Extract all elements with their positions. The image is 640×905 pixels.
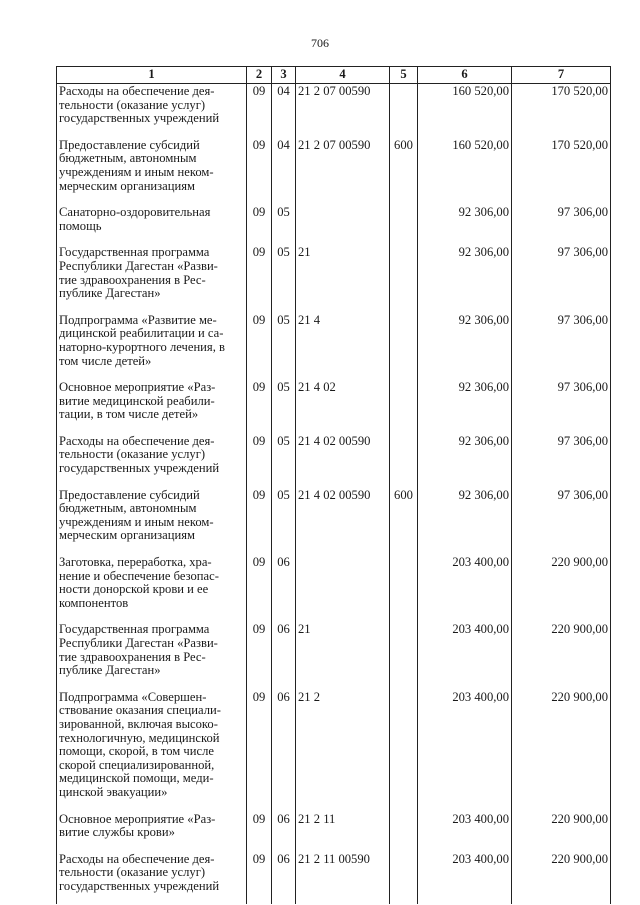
section-code-cell: 09 <box>247 245 272 312</box>
subsection-code-cell: 05 <box>272 488 296 555</box>
amount-year1-cell: 203 400,00 <box>418 622 512 689</box>
amount-year1-cell: 92 306,00 <box>418 205 512 245</box>
row-name-cell: Государственная программа Республики Дагестан «Разви- тие здравоохранения в Рес- публике Дагестан» <box>57 245 247 312</box>
column-header-5: 5 <box>390 67 418 84</box>
subsection-code-cell: 05 <box>272 434 296 488</box>
expense-type-cell: 600 <box>390 488 418 555</box>
row-name-cell: Государственная программа Республики Дагестан «Разви- тие здравоохранения в Рес- публике Дагестан» <box>57 622 247 689</box>
section-code-cell: 09 <box>247 488 272 555</box>
amount-year2-cell: 220 900,00 <box>512 852 611 904</box>
section-code-cell: 09 <box>247 313 272 380</box>
subsection-code-cell: 06 <box>272 622 296 689</box>
row-name-cell: Подпрограмма «Совершен- ствование оказания специали- зированной, включая высоко- технологичную, медицинской помощи, скорой, в том числе скорой специализированной, медицинской помощи, меди- цинской эвакуации» <box>57 690 247 812</box>
target-article-cell <box>296 205 390 245</box>
subsection-code-cell: 05 <box>272 380 296 434</box>
amount-year1-cell: 203 400,00 <box>418 812 512 852</box>
row-name-cell: Основное мероприятие «Раз- витие службы крови» <box>57 812 247 852</box>
subsection-code-cell: 04 <box>272 138 296 205</box>
table-row <box>57 380 611 434</box>
column-header-7: 7 <box>512 67 611 84</box>
expense-type-cell <box>390 690 418 812</box>
amount-year1-cell: 92 306,00 <box>418 488 512 555</box>
section-code-cell: 09 <box>247 205 272 245</box>
expense-type-cell <box>390 313 418 380</box>
section-code-cell: 09 <box>247 852 272 904</box>
amount-year1-cell: 160 520,00 <box>418 84 512 138</box>
subsection-code-cell: 06 <box>272 812 296 852</box>
table-row <box>57 812 611 852</box>
row-name-cell: Расходы на обеспечение дея- тельности (оказание услуг) государственных учреждений <box>57 434 247 488</box>
amount-year2-cell: 170 520,00 <box>512 138 611 205</box>
row-name-cell: Предоставление субсидий бюджетным, автономным учреждениям и иным неком- мерческим организациям <box>57 488 247 555</box>
amount-year1-cell: 92 306,00 <box>418 245 512 312</box>
expense-type-cell: 600 <box>390 138 418 205</box>
expense-type-cell <box>390 84 418 138</box>
table-row <box>57 313 611 380</box>
table-row <box>57 488 611 555</box>
row-name-cell: Санаторно-оздоровительная помощь <box>57 205 247 245</box>
row-name-cell: Заготовка, переработка, хра- нение и обеспечение безопас- ности донорской крови и ее компонентов <box>57 555 247 622</box>
amount-year1-cell: 92 306,00 <box>418 313 512 380</box>
column-header-2: 2 <box>247 67 272 84</box>
target-article-cell: 21 2 07 00590 <box>296 138 390 205</box>
row-name-cell: Расходы на обеспечение дея- тельности (оказание услуг) государственных учреждений <box>57 852 247 904</box>
column-header-6: 6 <box>418 67 512 84</box>
table-row <box>57 622 611 689</box>
expense-type-cell <box>390 205 418 245</box>
amount-year2-cell: 97 306,00 <box>512 245 611 312</box>
table-row <box>57 84 611 138</box>
target-article-cell: 21 2 07 00590 <box>296 84 390 138</box>
target-article-cell: 21 <box>296 245 390 312</box>
table-row <box>57 690 611 812</box>
target-article-cell: 21 4 02 00590 <box>296 434 390 488</box>
column-header-3: 3 <box>272 67 296 84</box>
row-name-cell: Предоставление субсидий бюджетным, автономным учреждениям и иным неком- мерческим организациям <box>57 138 247 205</box>
amount-year1-cell: 160 520,00 <box>418 138 512 205</box>
row-name-cell: Подпрограмма «Развитие ме- дицинской реабилитации и са- наторно-курортного лечения, в том числе детей» <box>57 313 247 380</box>
section-code-cell: 09 <box>247 434 272 488</box>
expense-type-cell <box>390 380 418 434</box>
subsection-code-cell: 06 <box>272 555 296 622</box>
table-row <box>57 138 611 205</box>
subsection-code-cell: 04 <box>272 84 296 138</box>
target-article-cell: 21 4 02 00590 <box>296 488 390 555</box>
subsection-code-cell: 06 <box>272 690 296 812</box>
table-row <box>57 434 611 488</box>
table-row <box>57 205 611 245</box>
target-article-cell <box>296 555 390 622</box>
amount-year2-cell: 97 306,00 <box>512 205 611 245</box>
column-header-4: 4 <box>296 67 390 84</box>
table-header-row <box>57 67 611 84</box>
section-code-cell: 09 <box>247 555 272 622</box>
amount-year2-cell: 97 306,00 <box>512 313 611 380</box>
target-article-cell: 21 2 <box>296 690 390 812</box>
amount-year1-cell: 92 306,00 <box>418 434 512 488</box>
section-code-cell: 09 <box>247 622 272 689</box>
expense-type-cell <box>390 622 418 689</box>
section-code-cell: 09 <box>247 84 272 138</box>
budget-table <box>56 66 611 904</box>
section-code-cell: 09 <box>247 138 272 205</box>
expense-type-cell <box>390 245 418 312</box>
amount-year1-cell: 203 400,00 <box>418 690 512 812</box>
row-name-cell: Основное мероприятие «Раз- витие медицинской реабили- тации, в том числе детей» <box>57 380 247 434</box>
expense-type-cell <box>390 852 418 904</box>
table-row <box>57 555 611 622</box>
amount-year1-cell: 92 306,00 <box>418 380 512 434</box>
target-article-cell: 21 4 02 <box>296 380 390 434</box>
expense-type-cell <box>390 555 418 622</box>
amount-year2-cell: 97 306,00 <box>512 488 611 555</box>
table-row <box>57 245 611 312</box>
section-code-cell: 09 <box>247 812 272 852</box>
amount-year1-cell: 203 400,00 <box>418 852 512 904</box>
target-article-cell: 21 2 11 00590 <box>296 852 390 904</box>
row-name-cell: Расходы на обеспечение дея- тельности (оказание услуг) государственных учреждений <box>57 84 247 138</box>
subsection-code-cell: 05 <box>272 313 296 380</box>
amount-year2-cell: 220 900,00 <box>512 622 611 689</box>
amount-year1-cell: 203 400,00 <box>418 555 512 622</box>
page-number: 706 <box>311 36 329 50</box>
column-header-1: 1 <box>57 67 247 84</box>
amount-year2-cell: 97 306,00 <box>512 434 611 488</box>
amount-year2-cell: 220 900,00 <box>512 690 611 812</box>
amount-year2-cell: 220 900,00 <box>512 555 611 622</box>
target-article-cell: 21 2 11 <box>296 812 390 852</box>
table-row <box>57 852 611 904</box>
target-article-cell: 21 <box>296 622 390 689</box>
target-article-cell: 21 4 <box>296 313 390 380</box>
subsection-code-cell: 05 <box>272 245 296 312</box>
expense-type-cell <box>390 434 418 488</box>
amount-year2-cell: 97 306,00 <box>512 380 611 434</box>
amount-year2-cell: 170 520,00 <box>512 84 611 138</box>
amount-year2-cell: 220 900,00 <box>512 812 611 852</box>
section-code-cell: 09 <box>247 380 272 434</box>
subsection-code-cell: 05 <box>272 205 296 245</box>
section-code-cell: 09 <box>247 690 272 812</box>
expense-type-cell <box>390 812 418 852</box>
subsection-code-cell: 06 <box>272 852 296 904</box>
